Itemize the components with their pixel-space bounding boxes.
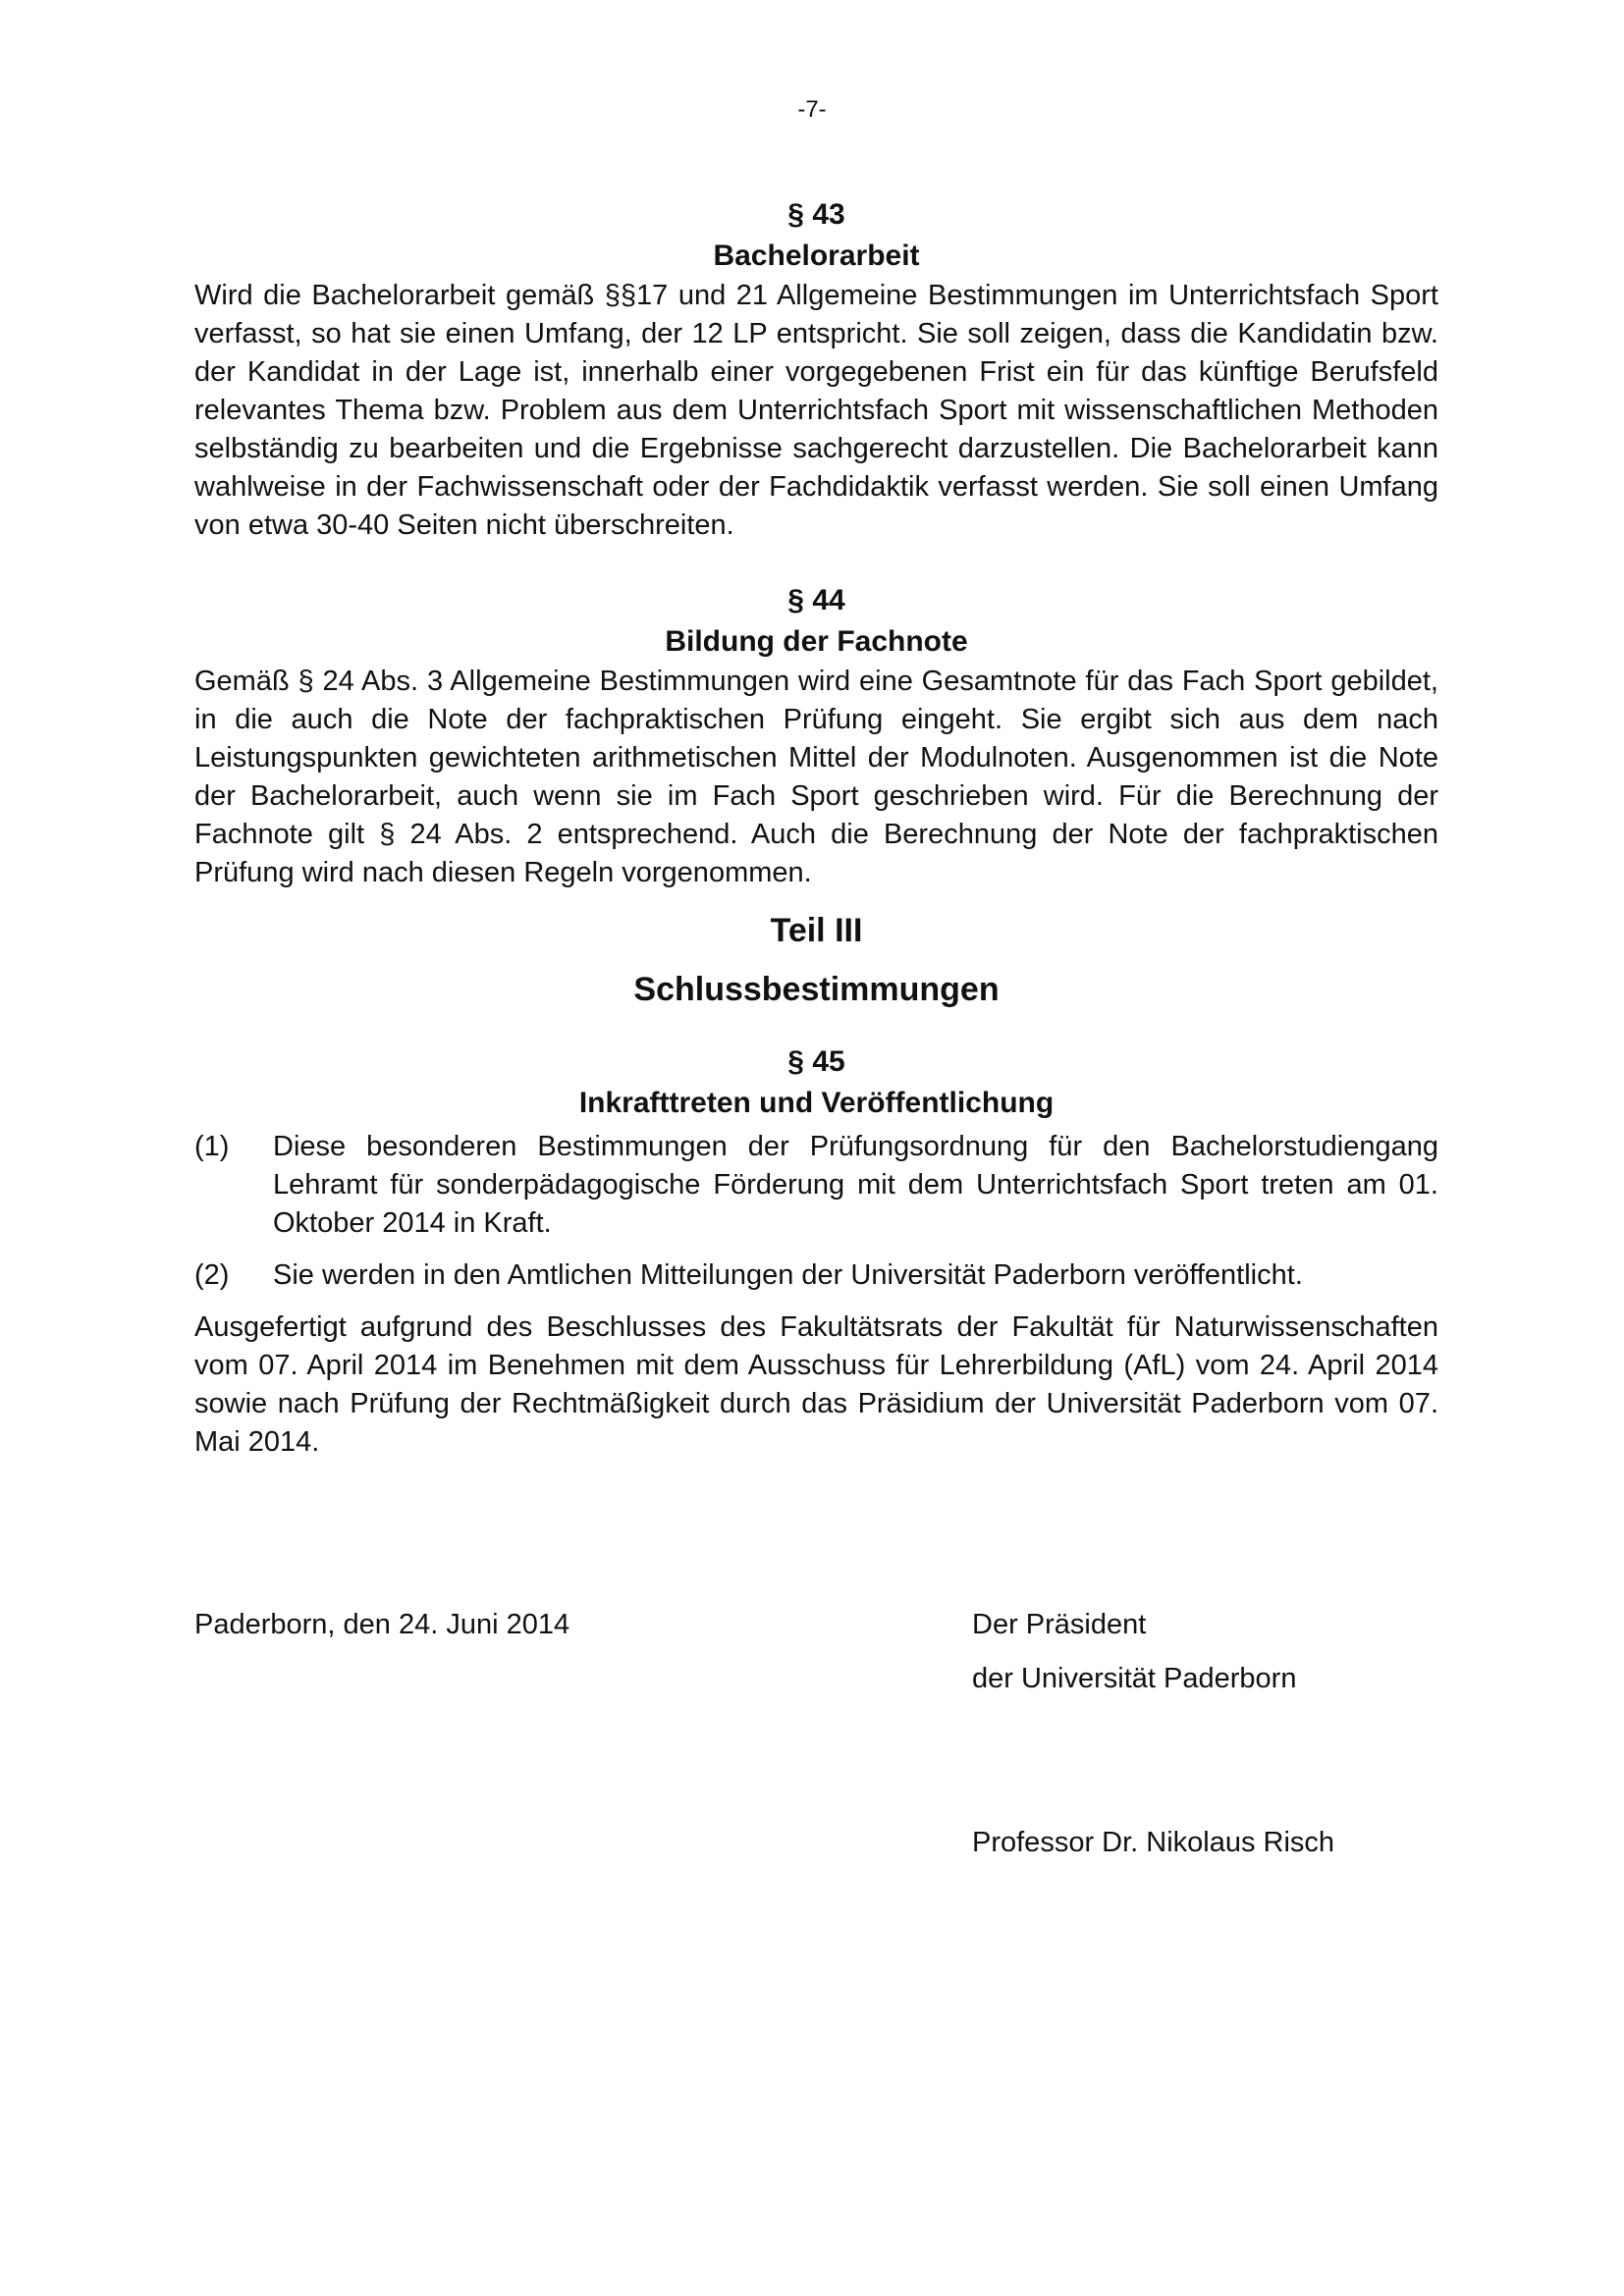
document-body bbox=[194, 194, 1438, 1462]
section-45 bbox=[194, 1041, 1438, 1295]
list-item bbox=[194, 1256, 1438, 1295]
list-item-number: (2) bbox=[194, 1259, 230, 1291]
section-45-number: § 45 bbox=[787, 1045, 845, 1078]
section-43 bbox=[194, 194, 1438, 545]
section-44 bbox=[194, 580, 1438, 892]
part-title: Schlussbestimmungen bbox=[633, 971, 1000, 1008]
part-label: Teil III bbox=[770, 912, 863, 949]
section-44-text: Gemäß § 24 Abs. 3 Allgemeine Bestimmungen wird eine Gesamtnote für das Fach Sport gebildet, in die auch die Note der fachpraktischen Prüfung eingeht. Sie ergibt sich aus dem nach Leistungspunkten gewichteten arithmetischen Mittel der Modulnoten. Ausgenommen ist die Note der Bachelorarbeit, auch wenn sie im Fach Sport geschrieben wird. Für die Berechnung der Fachnote gilt § 24 Abs. 2 entsprechend. Auch die Berechnung der Note der fachpraktischen Prüfung wird nach diesen Regeln vorgenommen. bbox=[194, 666, 1438, 888]
section-44-title: Bildung der Fachnote bbox=[665, 625, 968, 658]
list-item-text: Diese besonderen Bestimmungen der Prüfungsordnung für den Bachelorstudiengang Lehramt für sonderpädagogische Förderung mit dem Unterrichtsfach Sport treten am 01. Oktober 2014 in Kraft. bbox=[273, 1131, 1438, 1239]
list-item-text: Sie werden in den Amtlichen Mitteilungen der Universität Paderborn veröffentlicht. bbox=[273, 1259, 1303, 1291]
section-43-text: Wird die Bachelorarbeit gemäß §§17 und 21 Allgemeine Bestimmungen im Unterrichtsfach Sport verfasst, so hat sie einen Umfang, der 12 LP entspricht. Sie soll zeigen, dass die Kandidatin bzw. der Kandidat in der Lage ist, innerhalb einer vorgegebenen Frist ein für das künftige Berufsfeld relevantes Thema bzw. Problem aus dem Unterrichtsfach Sport mit wissenschaftlichen Methoden selbständig zu bearbeiten und die Ergebnisse sachgerecht darzustellen. Die Bachelorarbeit kann wahlweise in der Fachwissenschaft oder der Fachdidaktik verfasst werden. Sie soll einen Umfang von etwa 30-40 Seiten nicht überschreiten. bbox=[194, 280, 1438, 541]
closing-statement: Ausgefertigt aufgrund des Beschlusses des Fakultätsrats der Fakultät für Naturwissenschaften vom 07. April 2014 im Benehmen mit dem Ausschuss für Lehrerbildung (AfL) vom 24. April 2014 sowie nach Prüfung der Rechtmäßigkeit durch das Präsidium der Universität Paderborn vom 07. Mai 2014. bbox=[194, 1311, 1438, 1458]
page-number: -7- bbox=[797, 96, 827, 123]
section-45-title: Inkrafttreten und Veröffentlichung bbox=[578, 1087, 1055, 1119]
section-43-title: Bachelorarbeit bbox=[713, 240, 920, 272]
list-item bbox=[194, 1128, 1438, 1243]
signatory-name: Professor Dr. Nikolaus Risch bbox=[972, 1827, 1335, 1858]
signatory-institution: der Universität Paderborn bbox=[972, 1663, 1297, 1694]
signatory-role: Der Präsident bbox=[972, 1609, 1147, 1640]
place-date: Paderborn, den 24. Juni 2014 bbox=[194, 1609, 570, 1640]
section-43-number: § 43 bbox=[787, 198, 845, 231]
list-item-number: (1) bbox=[194, 1131, 230, 1162]
part-3 bbox=[194, 906, 1438, 1014]
section-44-number: § 44 bbox=[787, 584, 845, 616]
